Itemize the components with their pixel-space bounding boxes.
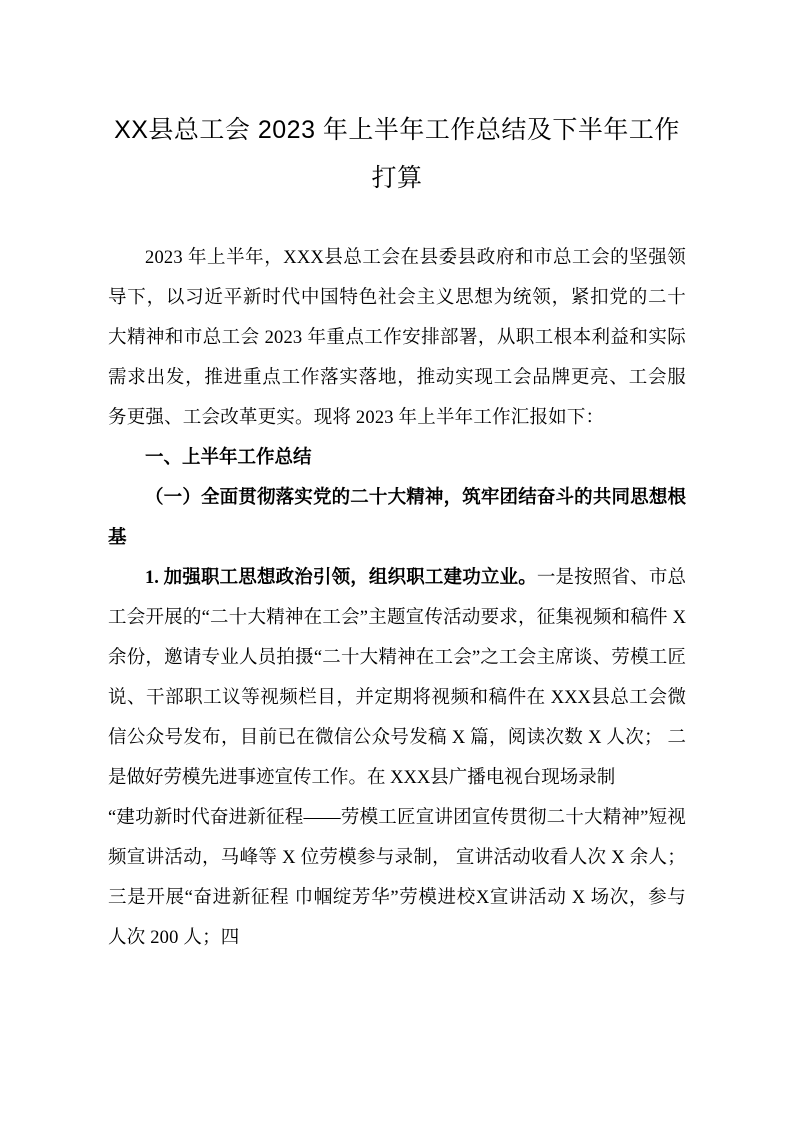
paragraph-item-1 bbox=[108, 558, 686, 798]
paragraph-intro: 2023 年上半年，XXX县总工会在县委县政府和市总工会的坚强领导下，以习近平新时代中国特色社会主义思想为统领，紧扣党的二十大精神和市总工会 2023 年重点工作安排部署，从职工根本利益和实际需求出发，推进重点工作落实落地，推动实现工会品牌更亮、工会服务更强、工会改革更实。现将 2023 年上半年工作汇报如下： bbox=[108, 248, 686, 428]
paragraph-item-1-continued: “建功新时代奋进新征程——劳模工匠宣讲团宣传贯彻二十大精神”短视频宣讲活动，马峰等 X 位劳模参与录制， 宣讲活动收看人次 X 余人；三是开展“奋进新征程 巾帼绽芳华”劳模进校X宣讲活动 X 场次，参与人次 200 人；四 bbox=[108, 808, 686, 948]
paragraph-item-1-lead: 1. 加强职工思想政治引领，组织职工建功立业。 bbox=[145, 568, 537, 588]
section-heading-level2: （一）全面贯彻落实党的二十大精神，筑牢团结奋斗的共同思想根基 bbox=[108, 488, 686, 548]
document-body bbox=[108, 238, 686, 958]
paragraph-item-1-body: 一是按照省、市总工会开展的“二十大精神在工会”主题宣传活动要求，征集视频和稿件 X 余份，邀请专业人员拍摄“二十大精神在工会”之工会主席谈、劳模工匠说、干部职工议等视频栏目，并定期将视频和稿件在 XXX县总工会微信公众号发布，目前已在微信公众号发稿 X 篇，阅读次数 X 人次； 二是做好劳模先进事迹宣传工作。在 XXX县广播电视台现场录制 bbox=[108, 568, 686, 788]
section-heading-level1: 一、上半年工作总结 bbox=[145, 448, 312, 468]
page-title: XX县总工会 2023 年上半年工作总结及下半年工作打算 bbox=[114, 116, 680, 192]
